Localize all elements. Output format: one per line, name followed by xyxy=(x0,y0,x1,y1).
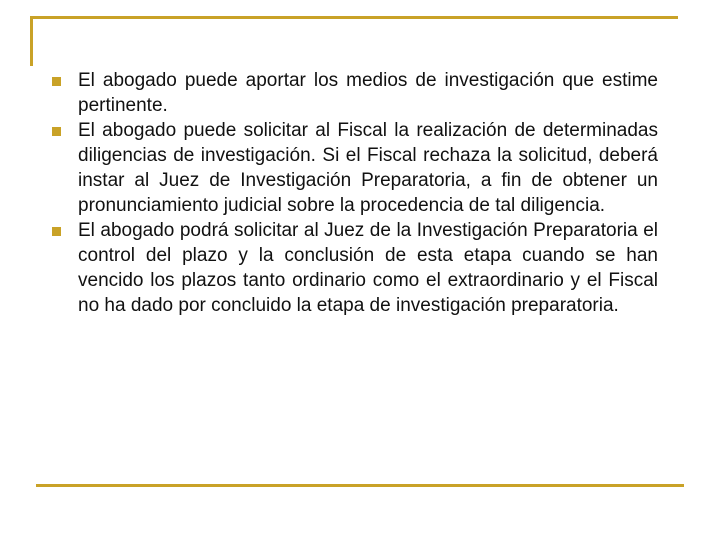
square-bullet-icon xyxy=(52,127,61,136)
bullet-text: El abogado puede solicitar al Fiscal la realización de determinadas diligencias de investigación. Si el Fiscal rechaza la solicitud, deberá instar al Juez de Investigación Preparatoria, a fin de obtener un pronunciamiento judicial sobre la procedencia de tal diligencia. xyxy=(78,120,658,216)
bullet-text: El abogado puede aportar los medios de investigación que estime pertinente. xyxy=(78,70,658,116)
bullet-list xyxy=(48,68,658,318)
bullet-item xyxy=(48,118,658,218)
top-rule xyxy=(30,16,678,19)
bullet-item xyxy=(48,68,658,118)
bullet-item xyxy=(48,218,658,318)
left-rule xyxy=(30,16,33,66)
slide-content xyxy=(48,68,658,318)
bottom-rule xyxy=(36,484,684,487)
square-bullet-icon xyxy=(52,227,61,236)
bullet-text: El abogado podrá solicitar al Juez de la Investigación Preparatoria el control del plazo y la conclusión de esta etapa cuando se han vencido los plazos tanto ordinario como el extraordinario y el Fiscal no ha dado por concluido la etapa de investigación preparatoria. xyxy=(78,220,658,316)
square-bullet-icon xyxy=(52,77,61,86)
